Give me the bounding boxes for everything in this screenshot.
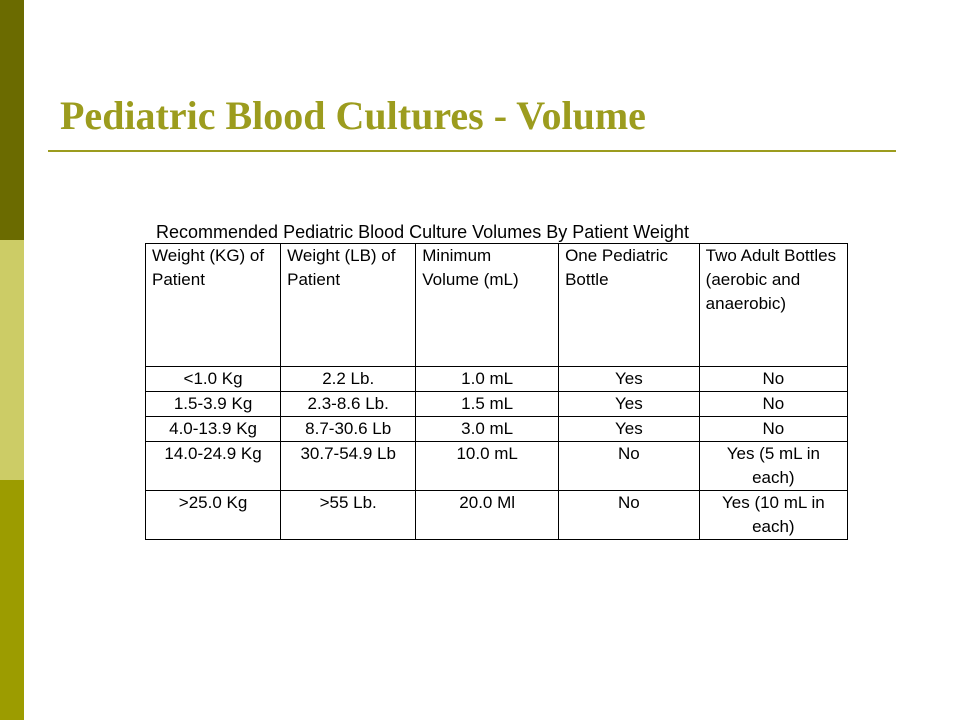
table-row [146,392,848,417]
cell-two-adult-bottles: Yes (10 mL in each) [699,491,847,540]
header-one-pediatric-bottle: One Pediatric Bottle [559,244,700,367]
cell-weight-lb: 30.7-54.9 Lb [281,442,416,491]
cell-one-pediatric-bottle: Yes [559,417,700,442]
cell-weight-lb: 8.7-30.6 Lb [281,417,416,442]
table-caption: Recommended Pediatric Blood Culture Volumes By Patient Weight [156,222,689,242]
title-underline [48,150,896,152]
cell-weight-lb: 2.3-8.6 Lb. [281,392,416,417]
header-weight-lb: Weight (LB) of Patient [281,244,416,367]
cell-weight-kg: >25.0 Kg [146,491,281,540]
cell-one-pediatric-bottle: Yes [559,392,700,417]
table-row [146,417,848,442]
cell-two-adult-bottles: No [699,417,847,442]
cell-minimum-volume: 20.0 Ml [416,491,559,540]
table-row [146,367,848,392]
cell-minimum-volume: 10.0 mL [416,442,559,491]
cell-weight-kg: <1.0 Kg [146,367,281,392]
slide-title: Pediatric Blood Cultures - Volume [60,93,646,138]
header-two-adult-bottles: Two Adult Bottles (aerobic and anaerobic) [699,244,847,367]
cell-weight-kg: 4.0-13.9 Kg [146,417,281,442]
cell-two-adult-bottles: Yes (5 mL in each) [699,442,847,491]
cell-minimum-volume: 3.0 mL [416,417,559,442]
cell-weight-kg: 14.0-24.9 Kg [146,442,281,491]
volume-table [145,243,848,540]
cell-minimum-volume: 1.5 mL [416,392,559,417]
cell-two-adult-bottles: No [699,392,847,417]
cell-one-pediatric-bottle: Yes [559,367,700,392]
side-bar-top [0,0,24,240]
table-row [146,442,848,491]
header-minimum-volume: Minimum Volume (mL) [416,244,559,367]
cell-weight-lb: >55 Lb. [281,491,416,540]
header-weight-kg: Weight (KG) of Patient [146,244,281,367]
cell-one-pediatric-bottle: No [559,442,700,491]
cell-one-pediatric-bottle: No [559,491,700,540]
side-bar-bottom [0,480,24,720]
cell-weight-kg: 1.5-3.9 Kg [146,392,281,417]
cell-two-adult-bottles: No [699,367,847,392]
cell-weight-lb: 2.2 Lb. [281,367,416,392]
cell-minimum-volume: 1.0 mL [416,367,559,392]
side-bar-middle [0,240,24,480]
table-row [146,491,848,540]
table-header-row [146,244,848,367]
